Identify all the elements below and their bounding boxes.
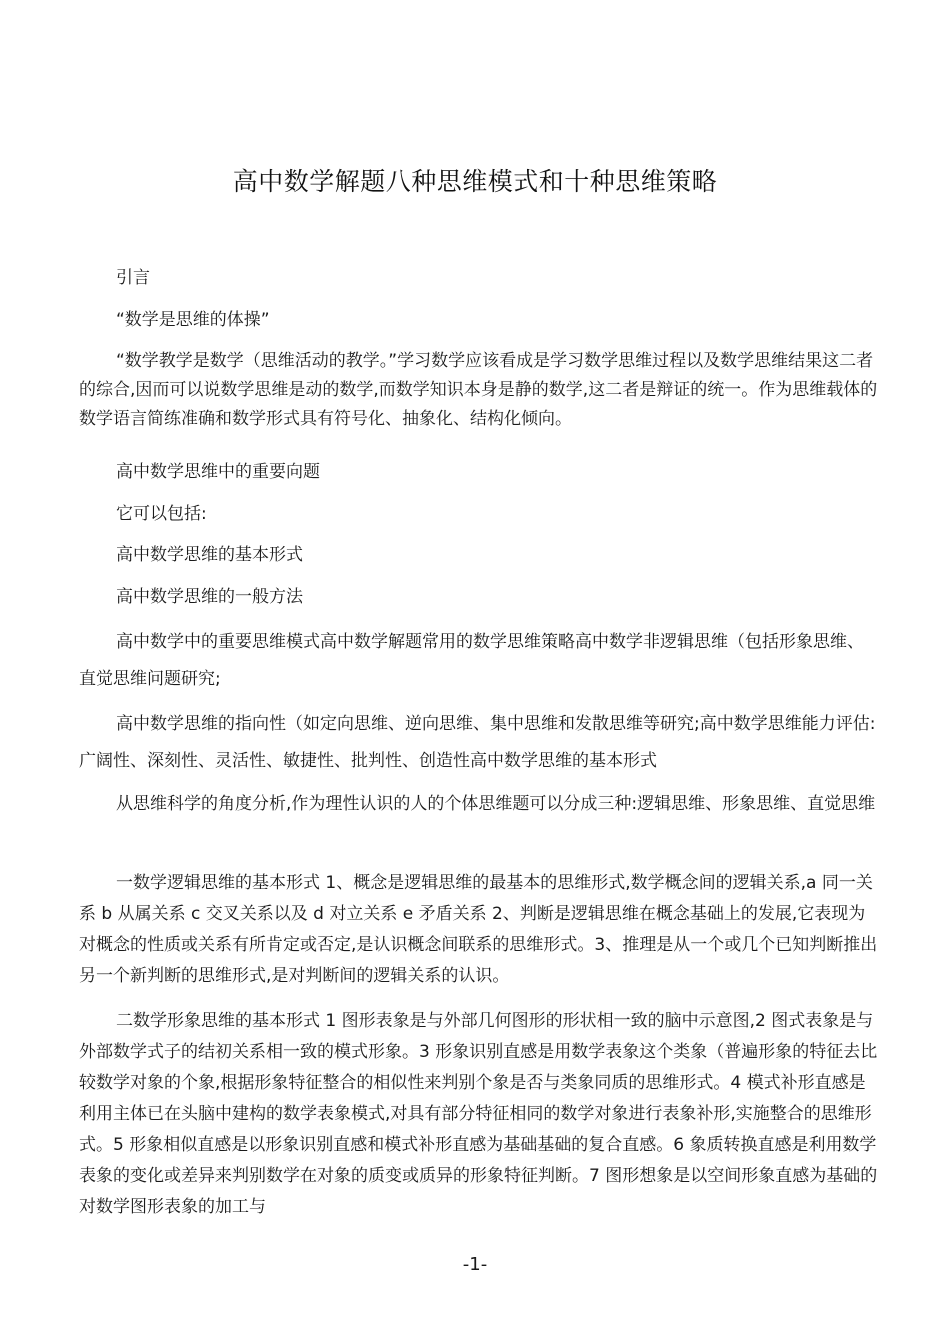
paragraph-general-methods: 高中数学思维的一般方法: [116, 587, 303, 607]
paragraph-logical-thinking: 一数学逻辑思维的基本形式 1、概念是逻辑思维的最基本的思维形式,数学概念间的逻辑关系,a 同一关系 b 从属关系 c 交叉关系以及 d 对立关系 e 矛盾关系 2、判断是逻辑思维在概念基础上的发展,它表现为对概念的性质或关系有所肯定或否定,是认识概念间联系的思维形式。3、推理是从一个或几个已知判断推出另一个新判断的思维形式,是对判断间的逻辑关系的认识。: [79, 873, 878, 986]
paragraph-teaching: “数学教学是数学（思维活动的教学。”学习数学应该看成是学习数学思维过程以及数学思维结果这二者的综合,因而可以说数学思维是动的数学,而数学知识本身是静的数学,这二者是辩证的统一。作为思维载体的数学语言简练准确和数学形式具有符号化、抽象化、结构化倾向。: [79, 351, 878, 429]
paragraph-includes: 它可以包括:: [116, 504, 207, 524]
paragraph-basic-forms: 高中数学思维的基本形式: [116, 545, 303, 565]
page-number: -1-: [462, 1254, 488, 1275]
paragraph-image-thinking: 二数学形象思维的基本形式 1 图形表象是与外部几何图形的形状相一致的脑中示意图,2 图式表象是与外部数学式子的结初关系相一致的模式形象。3 形象识别直感是用数学表象这个类象（普遍形象的特征去比较数学对象的个象,根据形象特征整合的相似性来判别个象是否与类象同质的思维形式。4 模式补形直感是利用主体已在头脑中建构的数学表象模式,对具有部分特征相同的数学对象进行表象补形,实施整合的思维形式。5 形象相似直感是以形象识别直感和模式补形直感为基础基础的复合直感。6 象质转换直感是利用数学表象的变化或差异来判别数学在对象的质变或质异的形象特征判断。7 图形想象是以空间形象直感为基础的对数学图形表象的加工与: [79, 1011, 878, 1217]
paragraph-directionality: 高中数学思维的指向性（如定向思维、逆向思维、集中思维和发散思维等研究;高中数学思维能力评估:广阔性、深刻性、灵活性、敏捷性、批判性、创造性高中数学思维的基本形式: [79, 714, 876, 771]
paragraph-quote: “数学是思维的体操”: [116, 310, 270, 330]
document-title: 高中数学解题八种思维模式和十种思维策略: [232, 167, 718, 196]
paragraph-thinking-modes: 高中数学中的重要思维模式高中数学解题常用的数学思维策略高中数学非逻辑思维（包括形象思维、直觉思维问题研究;: [79, 632, 864, 689]
paragraph-intro-heading: 引言: [116, 268, 150, 288]
paragraph-three-types: 从思维科学的角度分析,作为理性认识的人的个体思维题可以分成三种:逻辑思维、形象思维、直觉思维: [116, 794, 876, 814]
paragraph-important-issues: 高中数学思维中的重要向题: [116, 462, 320, 482]
